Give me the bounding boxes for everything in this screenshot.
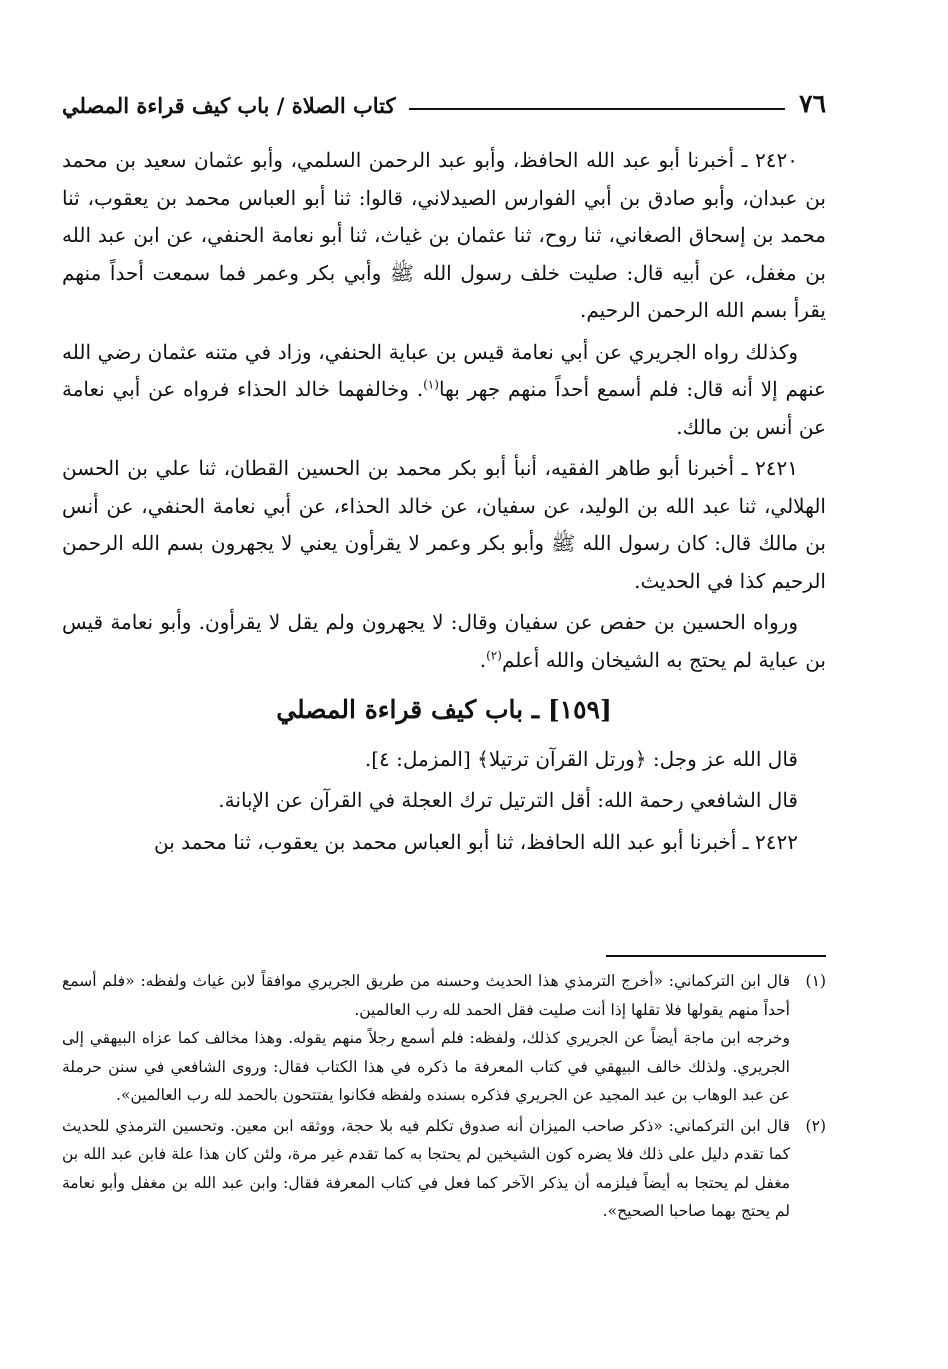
commentary-paragraph-2 xyxy=(62,604,826,679)
footnote-ref-2: (٢) xyxy=(486,647,502,662)
footnote-1 xyxy=(62,967,826,1110)
hadith-2422: ٢٤٢٢ ـ أخبرنا أبو عبد الله الحافظ، ثنا أبو العباس محمد بن يعقوب، ثنا محمد بن xyxy=(154,829,798,854)
footnote-1-body xyxy=(62,967,790,1110)
hadith-2420: ٢٤٢٠ ـ أخبرنا أبو عبد الله الحافظ، وأبو عبد الرحمن السلمي، وأبو عثمان سعيد بن محمد بن عبدان، وأبو صادق بن أبي الفوارس الصيدلاني، قالوا: ثنا أبو العباس محمد بن يعقوب، ثنا محمد بن إسحاق الصغاني، ثنا روح، ثنا عثمان بن غياث، ثنا أبو نعامة الحنفي، عن ابن عبد الله بن مغفل، عن أبيه قال: صليت خلف رسول الله ﷺ وأبي بكر وعمر فما سمعت أحداً منهم يقرأ بسم الله الرحمن الرحيم. xyxy=(62,148,826,322)
footnote-2-line-1: قال ابن التركماني: «ذكر صاحب الميزان أنه صدوق تكلم فيه بلا حجة، ووثقه ابن معين. وتحسين الترمذي للحديث كما تقدم دليل على ذلك فلا يضره كون الشيخين لم يحتجا به كما تقدم غير مرة، ولئن كان هذا علة فابن عبد الله بن مغفل لم يحتجا به أيضاً فيلزمه أن يذكر الآخر كما فعل في كتاب المعرفة فقال: وابن عبد الله بن مغفل وأبو نعامة لم يحتج بهما صاحبا الصحيح». xyxy=(62,1116,790,1220)
footnote-2-body xyxy=(62,1112,790,1226)
footnote-2 xyxy=(62,1112,826,1226)
section-heading: [١٥٩] ـ باب كيف قراءة المصلي xyxy=(276,695,612,724)
header-rule xyxy=(409,108,785,110)
footnote-rule-wrap xyxy=(62,955,826,967)
commentary-2-text-b: . xyxy=(479,647,487,672)
page-number: ٧٦ xyxy=(799,89,826,118)
shafii-quote-paragraph: قال الشافعي رحمة الله: أقل الترتيل ترك العجلة في القرآن عن الإبانة. xyxy=(218,788,798,812)
footnotes xyxy=(62,955,826,1228)
footnote-1-line-1: قال ابن التركماني: «أخرج الترمذي هذا الحديث وحسنه من طريق الجريري موافقاً لابن غياث ولفظه: «فلم أسمع أحداً منهم يقولها فلا تقلها إذا أنت صليت فقل الحمد لله رب العالمين. xyxy=(62,972,790,1019)
commentary-1-text-a: وكذلك رواه الجريري عن أبي نعامة قيس بن عباية الحنفي، وزاد في متنه عثمان رضي الله عنهم إلا أنه قال: فلم أسمع أحداً منهم جهر بها xyxy=(62,339,826,401)
book-page xyxy=(62,72,826,1332)
commentary-1-text-b: . وخالفهما خالد الحذاء فرواه عن أبي نعامة عن أنس بن مالك. xyxy=(62,377,826,439)
footnote-separator xyxy=(606,955,826,957)
quran-verse-paragraph: قال الله عز وجل: ﴿ورتل القرآن ترتيلا﴾ [المزمل: ٤]. xyxy=(364,746,798,771)
running-title: كتاب الصلاة / باب كيف قراءة المصلي xyxy=(62,93,396,118)
footnote-1-line-2: وخرجه ابن ماجة أيضاً عن الجريري كذلك، ولفظه: فلم أسمع رجلاً منهم يقوله. وهذا مخالف كما عزاه البيهقي إلى الجريري. ولذلك خالف البيهقي في كتاب المعرفة ما ذكره في هذا الكتاب فقال: وروى الشافعي في سنن حرملة عن عبد الوهاب بن عبد المجيد عن الجريري فذكره بسنده ولفظه فكانوا يفتتحون بالحمد لله رب العالمين». xyxy=(62,1029,790,1104)
footnote-1-number: (١) xyxy=(805,972,826,990)
footnote-ref-1: (١) xyxy=(423,377,439,392)
hadith-2421: ٢٤٢١ ـ أخبرنا أبو طاهر الفقيه، أنبأ أبو بكر محمد بن الحسين القطان، ثنا علي بن الحسن الهلالي، ثنا عبد الله بن الوليد، عن سفيان، عن خالد الحذاء، عن أبي نعامة الحنفي، عن أنس بن مالك قال: كان رسول الله ﷺ وأبو بكر وعمر لا يقرأون يعني لا يجهرون بسم الله الرحمن الرحيم كذا في الحديث. xyxy=(62,456,826,593)
main-text xyxy=(62,142,826,861)
commentary-2-text-a: ورواه الحسين بن حفص عن سفيان وقال: لا يجهرون ولم يقل لا يقرأون. وأبو نعامة قيس بن عباية لم يحتج به الشيخان والله أعلم xyxy=(62,610,826,672)
commentary-paragraph-1 xyxy=(62,334,826,447)
page-header xyxy=(62,72,826,116)
footnote-2-number: (٢) xyxy=(805,1116,826,1135)
